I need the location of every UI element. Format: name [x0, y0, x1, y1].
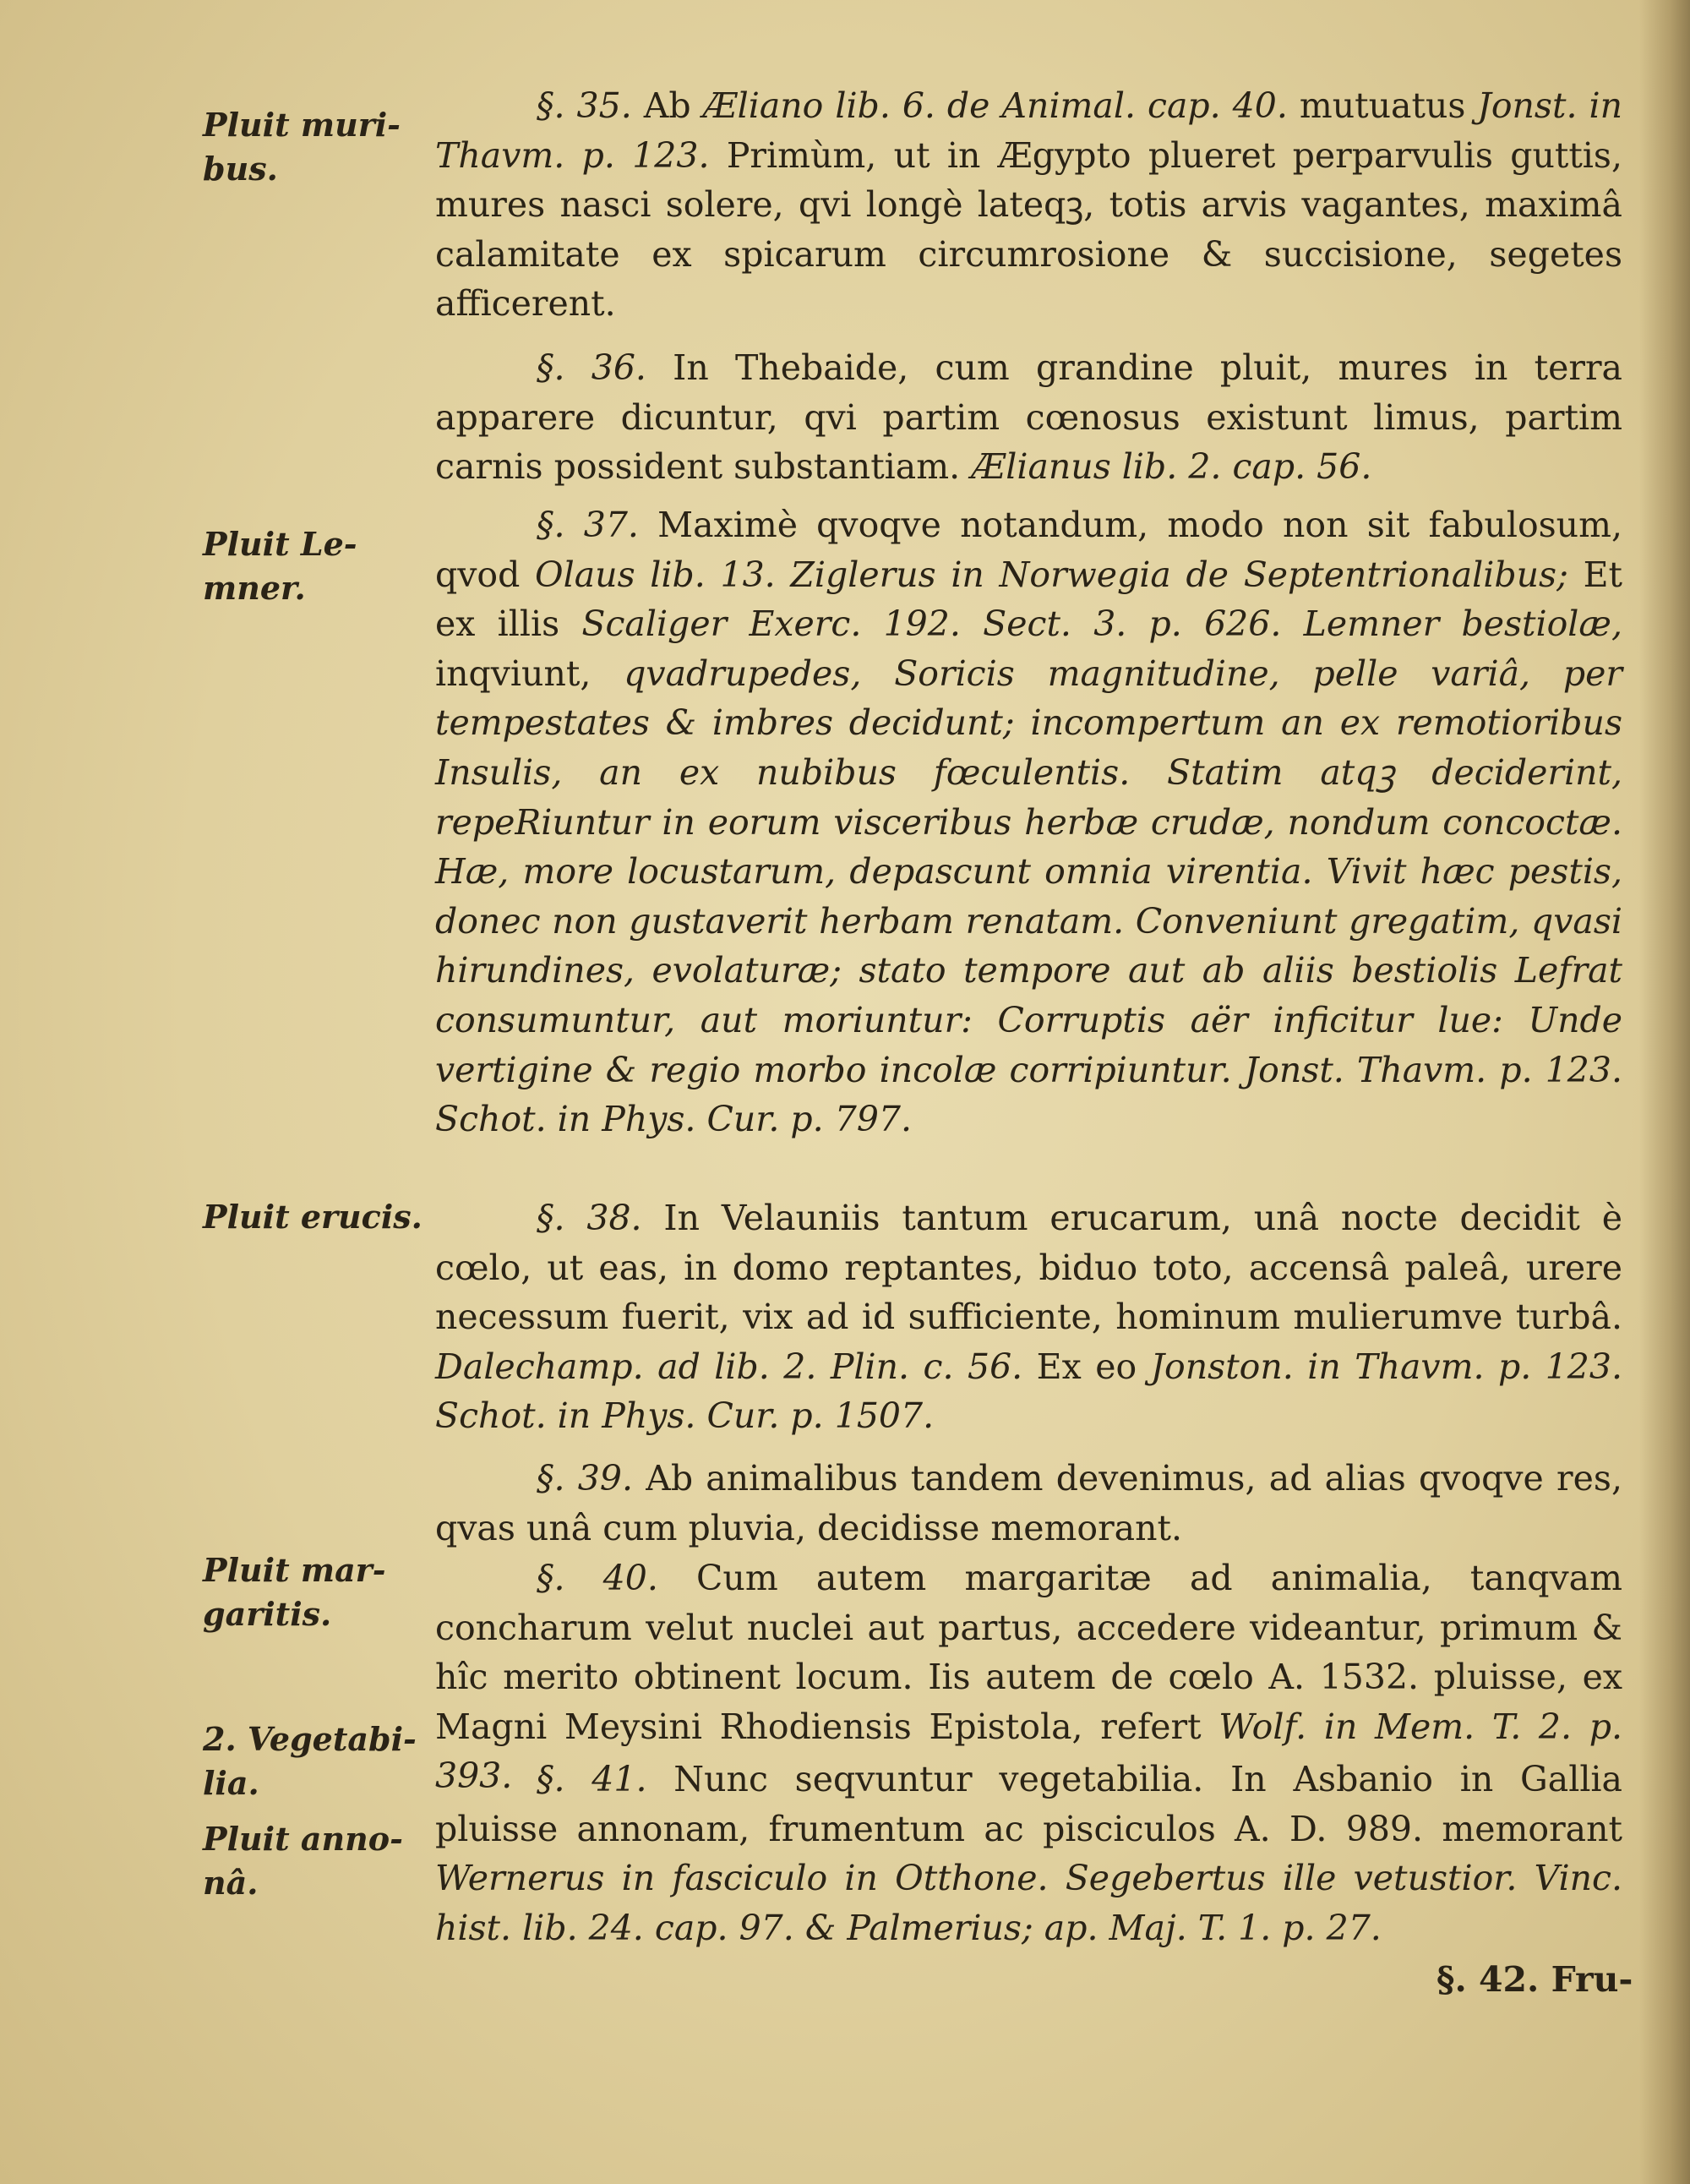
catchword: §. 42. Fru-: [1436, 1959, 1633, 2000]
citation: Dalechamp. ad lib. 2. Plin. c. 56.: [435, 1346, 1023, 1387]
citation: Jonst. in Thavm. p. 123.: [435, 85, 1622, 176]
citation: Ælianus lib. 2. cap. 56.: [971, 446, 1372, 488]
paragraph-37: §. 37. Maximè qvoqve notandum, modo non sit fabulosum, qvod Olaus lib. 13. Ziglerus in Norwegia de Septentrionalibus; Et ex illis Scaliger Exerc. 192. Sect. 3. p. 626. Lemner bestiolæ, inqviunt, qvadrupedes, Soricis magnitudine, pelle variâ, per tempestates & imbres decidunt; incompertum an ex remotioribus Insulis, an ex nubibus fœculentis. Statim atqꝫ deciderint, repeRiuntur in eorum visceribus herbæ crudæ, nondum concoctæ. Hæ, more locustarum, depascunt omnia virentia. Vivit hæc pestis, donec non gustaverit herbam renatam. Conveniunt gregatim, qvasi hirundines, evolaturæ; stato tempore aut ab aliis bestiolis Lefrat consumuntur, aut moriuntur: Corruptis aër inficitur lue: Unde vertigine & regio morbo incolæ corripiuntur. Jonst. Thavm. p. 123. Schot. in Phys. Cur. p. 797.: [435, 505, 1622, 1140]
section-number: §. 36.: [537, 347, 646, 388]
margin-note-lemner: Pluit Le- mner.: [203, 525, 357, 607]
paragraph-39: §. 39. Ab animalibus tandem devenimus, ad alias qvoqve res, qvas unâ cum pluvia, decidisse memorant.: [435, 1458, 1622, 1548]
paragraph-38: §. 38. In Velauniis tantum erucarum, unâ nocte decidit è cœlo, ut eas, in domo reptantes, biduo toto, accensâ paleâ, urere necessum fuerit, vix ad id sufficiente, hominum mulierumve turbâ. Dalechamp. ad lib. 2. Plin. c. 56. Ex eo Jonston. in Thavm. p. 123. Schot. in Phys. Cur. p. 1507.: [435, 1198, 1623, 1437]
margin-note-vegetabilia: 2. Vegetabi- lia.: [203, 1720, 417, 1802]
paragraph-40: §. 40. Cum autem margaritæ ad animalia, tanqvam concharum velut nuclei aut partus, accedere videantur, primum & hîc merito obtinent locum. Iis autem de cœlo A. 1532. pluisse, ex Magni Meysini Rhodiensis Epistola, refert Wolf. in Mem. T. 2. p. 393.: [435, 1558, 1622, 1797]
citation: Wolf. in Mem. T. 2. p. 393.: [435, 1706, 1622, 1797]
paragraph-36: §. 36. In Thebaide, cum grandine pluit, mures in terra apparere dicuntur, qvi partim cœnosus existunt limus, partim carnis possident substantiam. Ælianus lib. 2. cap. 56.: [435, 347, 1622, 488]
quoted-passage: qvadrupedes, Soricis magnitudine, pelle variâ, per tempestates & imbres decidunt; incompertum an ex remotioribus Insulis, an ex nubibus fœculentis. Statim atqꝫ deciderint, repeRiuntur in eorum visceribus herbæ crudæ, nondum concoctæ. Hæ, more locustarum, depascunt omnia virentia. Vivit hæc pestis, donec non gustaverit herbam renatam. Conveniunt gregatim, qvasi hirundines, evolaturæ; stato tempore aut ab aliis bestiolis Lefrat consumuntur, aut moriuntur: Corruptis aër inficitur lue: Unde vertigine & regio morbo incolæ corripiuntur. Jonst. Thavm. p. 123. Schot. in Phys. Cur. p. 797.: [435, 652, 1622, 1140]
section-number: §. 37.: [537, 505, 639, 545]
section-number: §. 41.: [537, 1759, 647, 1799]
citation: Jonston. in Thavm. p. 123. Schot. in Phys. Cur. p. 1507.: [435, 1346, 1623, 1437]
margin-note-margaritis: Pluit mar- garitis.: [203, 1551, 386, 1633]
citation: Æliano lib. 6. de Animal. cap. 40.: [702, 85, 1288, 126]
section-number: §. 35.: [537, 85, 632, 126]
section-number: §. 39.: [537, 1458, 633, 1499]
citation: Wernerus in fasciculo in Otthone. Segebertus ille vetustior. Vinc. hist. lib. 24. cap. 97. & Palmerius; ap. Maj. T. 1. p. 27.: [435, 1858, 1622, 1948]
margin-note-muribus: Pluit muri- bus.: [203, 106, 401, 188]
paragraph-41: §. 41. Nunc seqvuntur vegetabilia. In Asbanio in Gallia pluisse annonam, frumentum ac pisciculos A. D. 989. memorant Wernerus in fasciculo in Otthone. Segebertus ille vetustior. Vinc. hist. lib. 24. cap. 97. & Palmerius; ap. Maj. T. 1. p. 27.: [435, 1759, 1622, 1948]
page-gutter-shadow: [1639, 0, 1690, 2184]
citation: Scaliger Exerc. 192. Sect. 3. p. 626. Lemner bestiolæ,: [581, 603, 1622, 645]
paragraph-35: §. 35. Ab Æliano lib. 6. de Animal. cap. 40. mutuatus Jonst. in Thavm. p. 123. Primùm, ut in Ægypto plueret perparvulis guttis, mures nasci solere, qvi longè lateqꝫ, totis arvis vagantes, maximâ calamitate ex spicarum circumrosione & succisione, segetes afficerent.: [435, 85, 1622, 325]
citation: Olaus lib. 13. Ziglerus in Norwegia de Septentrionalibus;: [535, 554, 1568, 595]
margin-note-erucis: Pluit erucis.: [203, 1198, 422, 1236]
section-number: §. 40.: [537, 1558, 658, 1598]
section-number: §. 38.: [537, 1198, 642, 1238]
margin-note-annona: Pluit anno- nâ.: [203, 1820, 403, 1902]
